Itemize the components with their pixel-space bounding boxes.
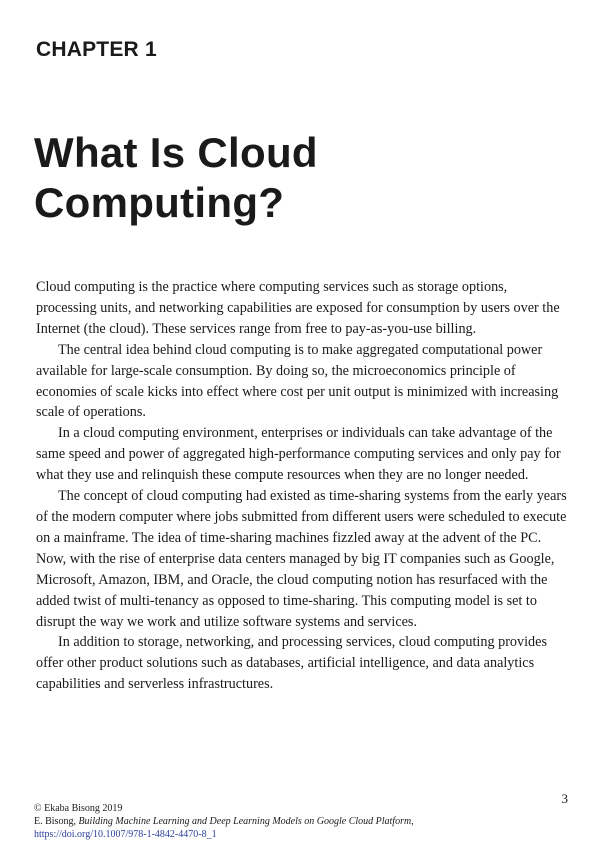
chapter-title-line-1: What Is Cloud [34, 129, 318, 176]
page-number: 3 [561, 791, 568, 806]
chapter-label: CHAPTER 1 [36, 38, 157, 61]
citation-author: E. Bisong, [34, 816, 79, 827]
footer [34, 802, 414, 841]
doi-link[interactable]: https://doi.org/10.1007/978-1-4842-4470-8_1 [34, 829, 217, 840]
citation-punctuation: , [411, 816, 414, 827]
chapter-title [34, 128, 574, 228]
paragraph-4: The concept of cloud computing had existed as time-sharing systems from the early years of the modern computer where jobs submitted from different users were scheduled to execute on a mainframe. The idea of time-sharing machines fizzled away at the advent of the PC. Now, with the rise of enterprise data centers managed by big IT companies such as Google, Microsoft, Amazon, IBM, and Oracle, the cloud computing notion has resurfaced with the added twist of multi-tenancy as opposed to time-sharing. This computing model is set to disrupt the way we work and utilize software systems and services. [36, 488, 567, 630]
citation-book-title: Building Machine Learning and Deep Learning Models on Google Cloud Platform [78, 816, 412, 827]
body-text [36, 277, 570, 695]
paragraph-5: In addition to storage, networking, and processing services, cloud computing provides offer other product solutions such as databases, artificial intelligence, and data analytics capabilities and serverless infrastructures. [36, 634, 547, 693]
paragraph-1: Cloud computing is the practice where computing services such as storage options, processing units, and networking capabilities are exposed for consumption by users over the Internet (the cloud). These services range from free to pay-as-you-use billing. [36, 279, 560, 337]
paragraph-2: The central idea behind cloud computing is to make aggregated computational power available for large-scale consumption. By doing so, the microeconomics principle of economies of scale kicks into effect where cost per unit output is minimized with increasing scale of operations. [36, 341, 559, 421]
copyright-line: © Ekaba Bisong 2019 [34, 803, 123, 814]
chapter-title-line-2: Computing? [34, 179, 285, 226]
paragraph-3: In a cloud computing environment, enterprises or individuals can take advantage of the same speed and power of aggregated high-performance computing services and only pay for what they use and relinquish these compute resources when they are no longer needed. [36, 425, 561, 484]
citation-line [34, 815, 414, 828]
